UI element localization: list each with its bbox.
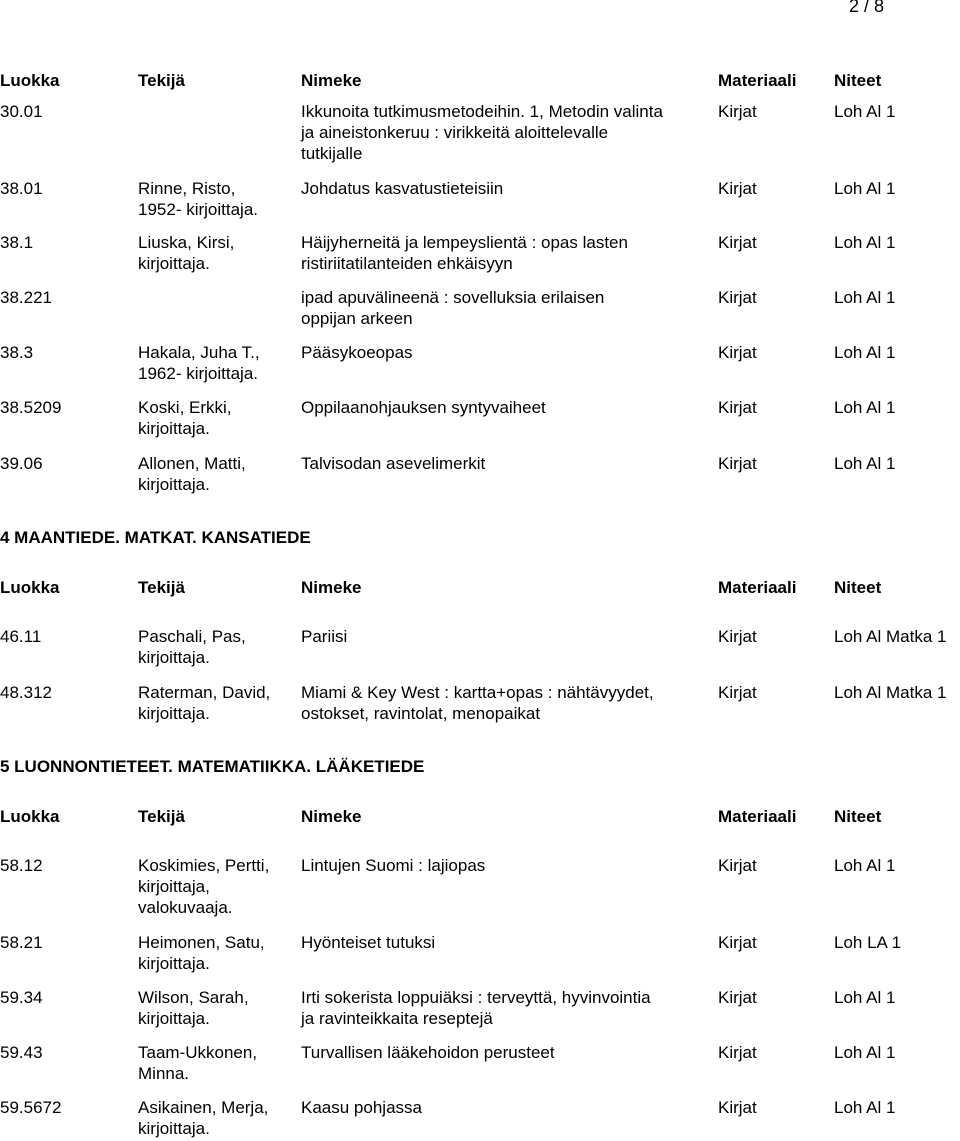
cell-nimeke: Miami & Key West : kartta+opas : nähtävyydet, ostokset, ravintolat, menopaikat <box>301 683 654 723</box>
cell-tekija: Wilson, Sarah, kirjoittaja. <box>138 988 249 1028</box>
cell-materiaali: Kirjat <box>718 179 757 198</box>
cell-tekija: Heimonen, Satu, kirjoittaja. <box>138 933 265 973</box>
cell-niteet: Loh Al 1 <box>834 179 896 198</box>
table-row <box>0 1042 960 1083</box>
cell-luokka: 59.34 <box>0 988 43 1007</box>
cell-tekija: Raterman, David, kirjoittaja. <box>138 683 271 723</box>
header-luokka: Luokka <box>0 578 60 597</box>
cell-materiaali: Kirjat <box>718 102 757 121</box>
header-materiaali: Materiaali <box>718 71 797 90</box>
cell-luokka: 38.5209 <box>0 398 62 417</box>
cell-tekija: Koskimies, Pertti, kirjoittaja, valokuvaaja. <box>138 856 270 917</box>
cell-niteet: Loh Al 1 <box>834 988 896 1007</box>
cell-luokka: 38.3 <box>0 343 34 362</box>
header-niteet: Niteet <box>834 578 882 597</box>
section-title: 5 LUONNONTIETEET. MATEMATIIKKA. LÄÄKETIEDE <box>0 757 425 776</box>
cell-tekija: Hakala, Juha T., 1962- kirjoittaja. <box>138 343 260 383</box>
cell-nimeke: ipad apuvälineenä : sovelluksia erilaisen oppijan arkeen <box>301 288 605 328</box>
table-row <box>0 232 960 273</box>
cell-niteet: Loh Al 1 <box>834 288 896 307</box>
cell-materiaali: Kirjat <box>718 288 757 307</box>
table-row <box>0 287 960 328</box>
cell-materiaali: Kirjat <box>718 627 757 646</box>
cell-luokka: 48.312 <box>0 683 52 702</box>
cell-materiaali: Kirjat <box>718 454 757 473</box>
cell-tekija: Allonen, Matti, kirjoittaja. <box>138 454 246 494</box>
cell-luokka: 58.21 <box>0 933 43 952</box>
cell-materiaali: Kirjat <box>718 856 757 875</box>
header-tekija: Tekijä <box>138 578 185 597</box>
table-row <box>0 626 960 667</box>
cell-luokka: 59.43 <box>0 1043 43 1062</box>
cell-niteet: Loh Al 1 <box>834 102 896 121</box>
table-header <box>0 70 960 92</box>
table-row <box>0 855 960 917</box>
cell-nimeke: Irti sokerista loppuiäksi : terveyttä, hyvinvointia ja ravinteikkaita reseptejä <box>301 988 651 1028</box>
cell-niteet: Loh Al 1 <box>834 1098 896 1117</box>
header-luokka: Luokka <box>0 71 60 90</box>
header-luokka: Luokka <box>0 807 60 826</box>
cell-tekija: Liuska, Kirsi, kirjoittaja. <box>138 233 235 273</box>
cell-niteet: Loh Al Matka 1 <box>834 627 947 646</box>
cell-nimeke: Hyönteiset tutuksi <box>301 933 436 952</box>
cell-nimeke: Turvallisen lääkehoidon perusteet <box>301 1043 555 1062</box>
cell-tekija: Asikainen, Merja, kirjoittaja. <box>138 1098 269 1138</box>
header-nimeke: Nimeke <box>301 578 362 597</box>
cell-materiaali: Kirjat <box>718 398 757 417</box>
cell-nimeke: Pääsykoeopas <box>301 343 413 362</box>
section-title: 4 MAANTIEDE. MATKAT. KANSATIEDE <box>0 528 311 547</box>
cell-luokka: 59.5672 <box>0 1098 62 1117</box>
table-row <box>0 101 960 163</box>
cell-niteet: Loh Al 1 <box>834 343 896 362</box>
cell-nimeke: Häijyherneitä ja lempeyslientä : opas lasten ristiriitatilanteiden ehkäisyyn <box>301 233 628 273</box>
table-row <box>0 1097 960 1138</box>
cell-tekija: Rinne, Risto, 1952- kirjoittaja. <box>138 179 259 219</box>
cell-nimeke: Pariisi <box>301 627 348 646</box>
cell-materiaali: Kirjat <box>718 1043 757 1062</box>
table-row <box>0 682 960 723</box>
cell-nimeke: Lintujen Suomi : lajiopas <box>301 856 486 875</box>
cell-niteet: Loh Al 1 <box>834 856 896 875</box>
header-tekija: Tekijä <box>138 807 185 826</box>
header-nimeke: Nimeke <box>301 71 362 90</box>
cell-materiaali: Kirjat <box>718 988 757 1007</box>
table-row <box>0 453 960 494</box>
header-tekija: Tekijä <box>138 71 185 90</box>
cell-nimeke: Oppilaanohjauksen syntyvaiheet <box>301 398 546 417</box>
cell-niteet: Loh Al 1 <box>834 1043 896 1062</box>
cell-luokka: 38.1 <box>0 233 34 252</box>
cell-niteet: Loh Al 1 <box>834 454 896 473</box>
cell-niteet: Loh Al 1 <box>834 233 896 252</box>
cell-materiaali: Kirjat <box>718 683 757 702</box>
header-nimeke: Nimeke <box>301 807 362 826</box>
header-materiaali: Materiaali <box>718 578 797 597</box>
cell-niteet: Loh LA 1 <box>834 933 902 952</box>
cell-tekija: Taam-Ukkonen, Minna. <box>138 1043 258 1083</box>
cell-nimeke: Johdatus kasvatustieteisiin <box>301 179 504 198</box>
table-row <box>0 178 960 219</box>
cell-tekija: Koski, Erkki, kirjoittaja. <box>138 398 232 438</box>
page-number: 2 / 8 <box>848 0 884 16</box>
cell-tekija: Paschali, Pas, kirjoittaja. <box>138 627 246 667</box>
cell-niteet: Loh Al Matka 1 <box>834 683 947 702</box>
table-row <box>0 932 960 973</box>
header-materiaali: Materiaali <box>718 807 797 826</box>
cell-niteet: Loh Al 1 <box>834 398 896 417</box>
table-row <box>0 342 960 383</box>
cell-nimeke: Kaasu pohjassa <box>301 1098 422 1117</box>
table-row <box>0 397 960 438</box>
cell-luokka: 38.221 <box>0 288 52 307</box>
table-header <box>0 577 960 599</box>
cell-nimeke: Ikkunoita tutkimusmetodeihin. 1, Metodin valinta ja aineistonkeruu : virikkeitä aloittelevalle tutkijalle <box>301 102 663 163</box>
header-niteet: Niteet <box>834 807 882 826</box>
cell-nimeke: Talvisodan asevelimerkit <box>301 454 486 473</box>
header-niteet: Niteet <box>834 71 882 90</box>
table-header <box>0 806 960 828</box>
cell-luokka: 38.01 <box>0 179 43 198</box>
cell-materiaali: Kirjat <box>718 233 757 252</box>
cell-luokka: 30.01 <box>0 102 43 121</box>
cell-luokka: 46.11 <box>0 627 42 646</box>
cell-luokka: 58.12 <box>0 856 43 875</box>
cell-luokka: 39.06 <box>0 454 43 473</box>
table-row <box>0 987 960 1028</box>
cell-materiaali: Kirjat <box>718 1098 757 1117</box>
cell-materiaali: Kirjat <box>718 343 757 362</box>
cell-materiaali: Kirjat <box>718 933 757 952</box>
